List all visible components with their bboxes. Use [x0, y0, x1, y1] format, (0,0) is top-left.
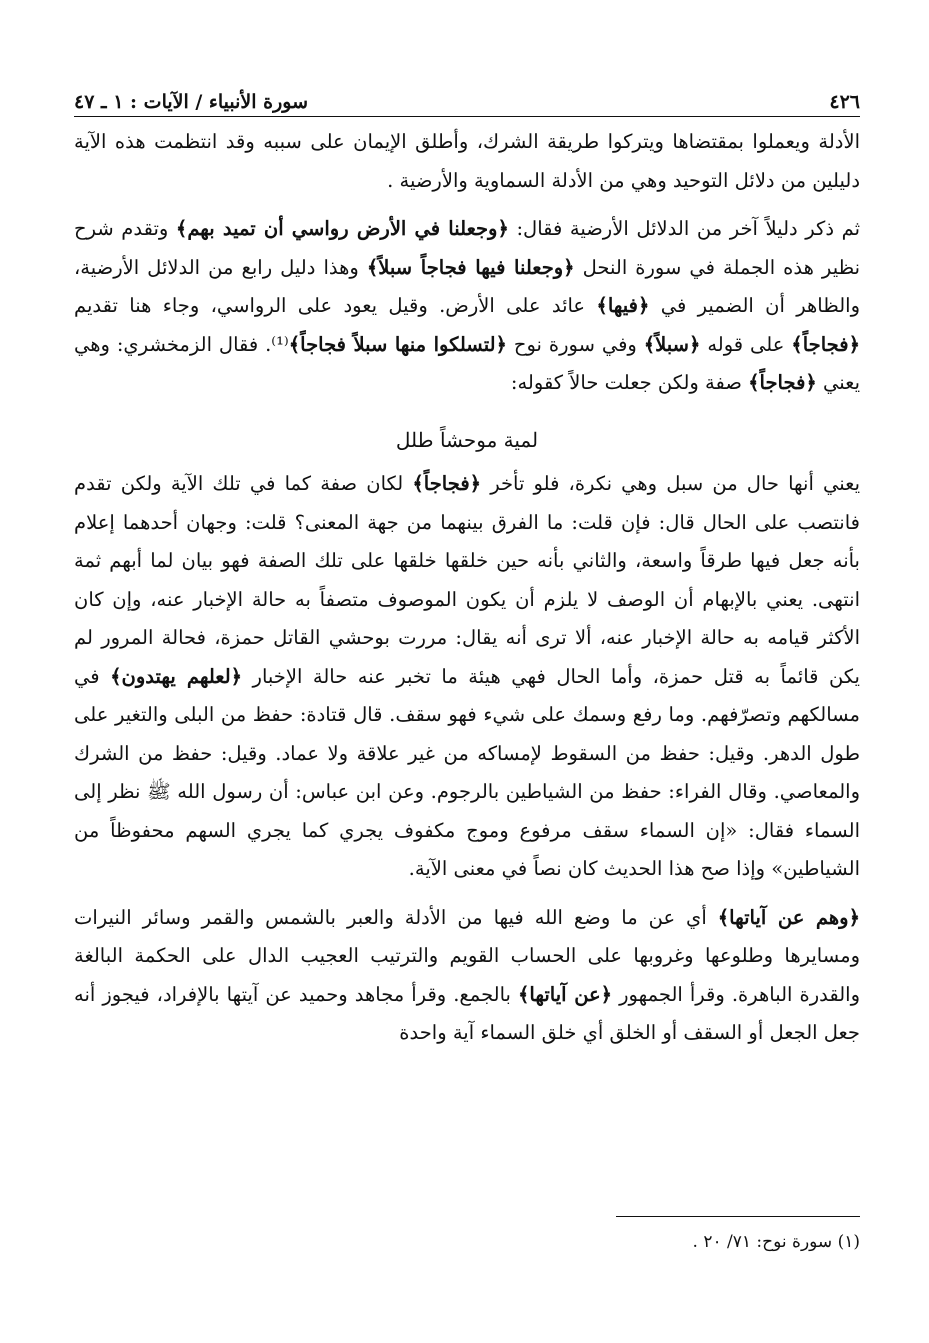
footnote-divider [616, 1216, 860, 1217]
page-number: ٤٢٦ [829, 91, 860, 113]
footnote-ref-text: ⁽¹⁾. فقال الزمخشري: وهي يعني [74, 332, 860, 394]
book-page [74, 88, 860, 1288]
paragraph-2 [74, 210, 860, 403]
quran-quote: ﴿سبلاً﴾ [643, 332, 701, 356]
paragraph-4 [74, 899, 860, 1053]
body-text [74, 123, 860, 1053]
quran-quote: ﴿وجعلنا فيها فجاجاً سبلاً﴾ [366, 255, 575, 279]
quran-quote: ﴿وجعلنا في الأرض رواسي أن تميد بهم﴾ [175, 217, 509, 240]
text-run: على قوله [700, 332, 792, 356]
quran-quote: ﴿وهم عن آياتها﴾ [717, 905, 860, 929]
poetry-verse: لمية موحشاً طلل [395, 427, 539, 452]
paragraph-1: الأدلة ويعملوا بمقتضاها ويتركوا طريقة الشرك، وأطلق الإيمان على سببه وقد انتظمت هذه الآية دليلين من دلائل التوحيد وهي من الأدلة السماوية والأرضية . [74, 130, 860, 192]
text-run: لكان صفة كما في تلك الآية ولكن تقدم فانتصب على الحال قال: فإن قلت: ما الفرق بينهما من جهة المعنى؟ قلت: وجهان أحدهما إعلام بأنه جعل فيها طرقاً واسعة، والثاني بأنه حين خلقها خلقها على تلك الصفة فهو بيان لما أبهم ثمة انتهى. يعني بالإبهام أن الوصف لا يلزم أن يكون الموصوف متصفاً به حالة الإخبار عنه، وإن كان الأكثر قيامه به حالة الإخبار عنه، ألا ترى أنه يقال: مررت بوحشي القاتل حمزة، فحالة المرور لم يكن قائماً به قتل حمزة، وأما الحال فهي هيئة ما تخبر عنه حالة الإخبار [74, 472, 860, 688]
paragraph-3 [74, 465, 860, 889]
text-run: عائد على الأرض. وقيل يعود على الرواسي، وجاء هنا تقديم [74, 294, 597, 317]
text-run: وفي سورة نوح [506, 332, 644, 356]
quran-quote: ﴿فجاجاً﴾ [748, 371, 817, 394]
quran-quote: ﴿عن آياتها﴾ [518, 982, 613, 1006]
quran-quote: ﴿فيها﴾ [596, 294, 650, 317]
text-run: ثم ذكر دليلاً آخر من الدلائل الأرضية فقال: [508, 217, 860, 240]
text-run: يعني أنها حال من سبل وهي نكرة، فلو تأخر [481, 472, 860, 495]
text-run: وتقدم شرح نظير هذه الجملة في سورة النحل [74, 217, 861, 279]
text-run: بالجمع. وقرأ مجاهد وحميد عن آيتها بالإفراد، فيجوز أنه جعل الجعل أو السقف أو الخلق أي خلق السماء آية واحدة [74, 982, 860, 1044]
running-head [74, 88, 860, 117]
text-run: أي عن ما وضع الله فيها من الأدلة والعبر بالشمس والقمر وسائر النيرات ومسايرها وطلوعها وغروبها على الحساب القويم والترتيب العجيب الدال على الحكمة البالغة والقدرة الباهرة. وقرأ الجمهور [74, 905, 861, 1006]
footnote: (١) سورة نوح: ٧١/ ٢٠ . [692, 1232, 860, 1252]
text-run: صفة ولكن جعلت حالاً كقوله: [510, 371, 749, 394]
text-run: وهذا دليل رابع من الدلائل الأرضية، والظاهر أن الضمير في [74, 255, 860, 317]
running-title: سورة الأنبياء / الآيات : ١ ـ ٤٧ [74, 91, 309, 113]
quran-quote: ﴿فجاجاً﴾ [791, 332, 860, 356]
quran-quote: ﴿لعلهم يهتدون﴾ [110, 664, 243, 688]
quran-quote: ﴿فجاجاً﴾ [412, 472, 482, 495]
text-run: في مسالكهم وتصرّفهم. وما رفع وسمك على شيء فهو سقف. قال قتادة: حفظ من البلى والتغير على طول الدهر. وقيل: حفظ من السقوط لإمساكه من غير علاقة ولا عماد. وقيل: حفظ من الشرك والمعاصي. وقال الفراء: حفظ من الشياطين بالرجوم. وعن ابن عباس: أن رسول الله ﷺ نظر إلى السماء فقال: «إن السماء سقف مرفوع وموج مكفوف يجري كما يجري السهم محفوظاً من الشياطين» وإذا صح هذا الحديث كان نصاً في معنى الآية. [74, 664, 860, 880]
quran-quote: ﴿لتسلكوا منها سبلاً فجاجاً﴾ [288, 332, 507, 356]
